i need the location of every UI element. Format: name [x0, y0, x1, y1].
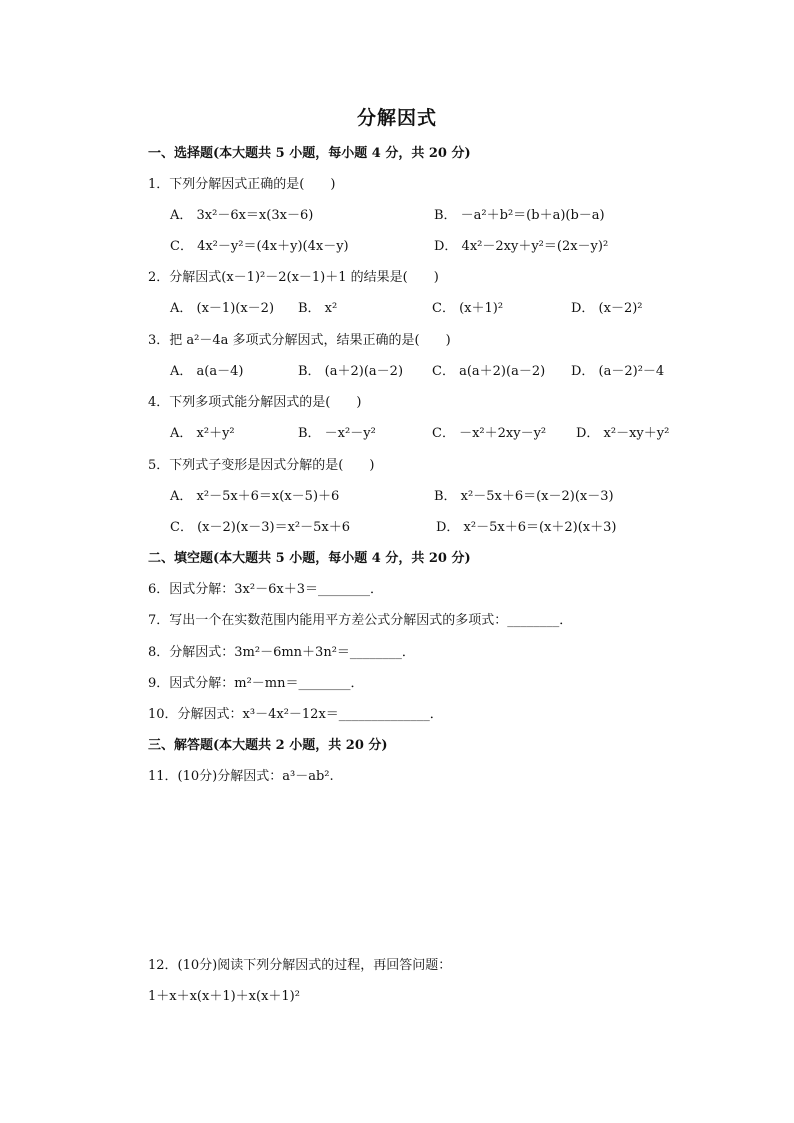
question-1-option-d: D． 4x²－2xy＋y²＝(2x－y)² [434, 239, 609, 254]
question-3-option-c: C． a(a＋2)(a－2) [432, 364, 546, 379]
question-2-option-a: A． (x－1)(x－2) [170, 301, 275, 316]
question-1-option-c: C． 4x²－y²＝(4x＋y)(4x－y) [170, 239, 349, 254]
question-2-option-d: D． (x－2)² [571, 301, 643, 316]
page-title: 分解因式 [356, 107, 437, 129]
question-5-stem: 5．下列式子变形是因式分解的是( ) [148, 458, 375, 473]
question-9: 9．因式分解：m²－mn＝________． [148, 676, 364, 691]
question-4-option-d: D． x²－xy＋y² [576, 426, 670, 441]
question-5-option-c: C． (x－2)(x－3)＝x²－5x＋6 [170, 520, 350, 535]
question-1-option-b: B． －a²＋b²＝(b＋a)(b－a) [434, 208, 605, 223]
question-3-option-a: A． a(a－4) [170, 364, 244, 379]
section-heading-solutions: 三、解答题(本大题共 2 小题，共 20 分) [148, 738, 388, 753]
question-4-option-a: A． x²＋y² [170, 426, 235, 441]
section-heading-fill-in: 二、填空题(本大题共 5 小题，每小题 4 分，共 20 分) [148, 551, 471, 566]
question-1-option-a: A． 3x²－6x＝x(3x－6) [170, 208, 314, 223]
question-3-option-b: B． (a＋2)(a－2) [298, 364, 404, 379]
question-2-option-b: B． x² [298, 301, 338, 316]
question-8: 8．分解因式：3m²－6mn＋3n²＝________． [148, 645, 415, 660]
question-11: 11．(10分)分解因式：a³－ab². [148, 769, 334, 784]
question-3-stem: 3．把 a²－4a 多项式分解因式，结果正确的是( ) [148, 333, 451, 348]
question-5-option-b: B． x²－5x＋6＝(x－2)(x－3) [434, 489, 614, 504]
question-12: 12．(10分)阅读下列分解因式的过程，再回答问题： [148, 958, 452, 973]
question-1-stem: 1．下列分解因式正确的是( ) [148, 177, 336, 192]
section-heading-multiple-choice: 一、选择题(本大题共 5 小题，每小题 4 分，共 20 分) [148, 146, 471, 161]
question-5-option-a: A． x²－5x＋6＝x(x－5)＋6 [170, 489, 340, 504]
question-4-stem: 4．下列多项式能分解因式的是( ) [148, 395, 362, 410]
question-7: 7．写出一个在实数范围内能用平方差公式分解因式的多项式：________． [148, 613, 573, 628]
question-4-option-b: B． －x²－y² [298, 426, 376, 441]
question-10: 10．分解因式：x³－4x²－12x＝______________． [148, 707, 443, 722]
question-2-option-c: C． (x＋1)² [432, 301, 504, 316]
question-5-option-d: D． x²－5x＋6＝(x＋2)(x＋3) [436, 520, 617, 535]
question-3-option-d: D． (a－2)²－4 [571, 364, 665, 379]
question-12-expression: 1＋x＋x(x＋1)＋x(x＋1)² [148, 989, 300, 1004]
question-6: 6．因式分解：3x²－6x＋3＝________． [148, 582, 383, 597]
question-2-stem: 2．分解因式(x－1)²－2(x－1)＋1 的结果是( ) [148, 270, 439, 285]
question-4-option-c: C． －x²＋2xy－y² [432, 426, 547, 441]
